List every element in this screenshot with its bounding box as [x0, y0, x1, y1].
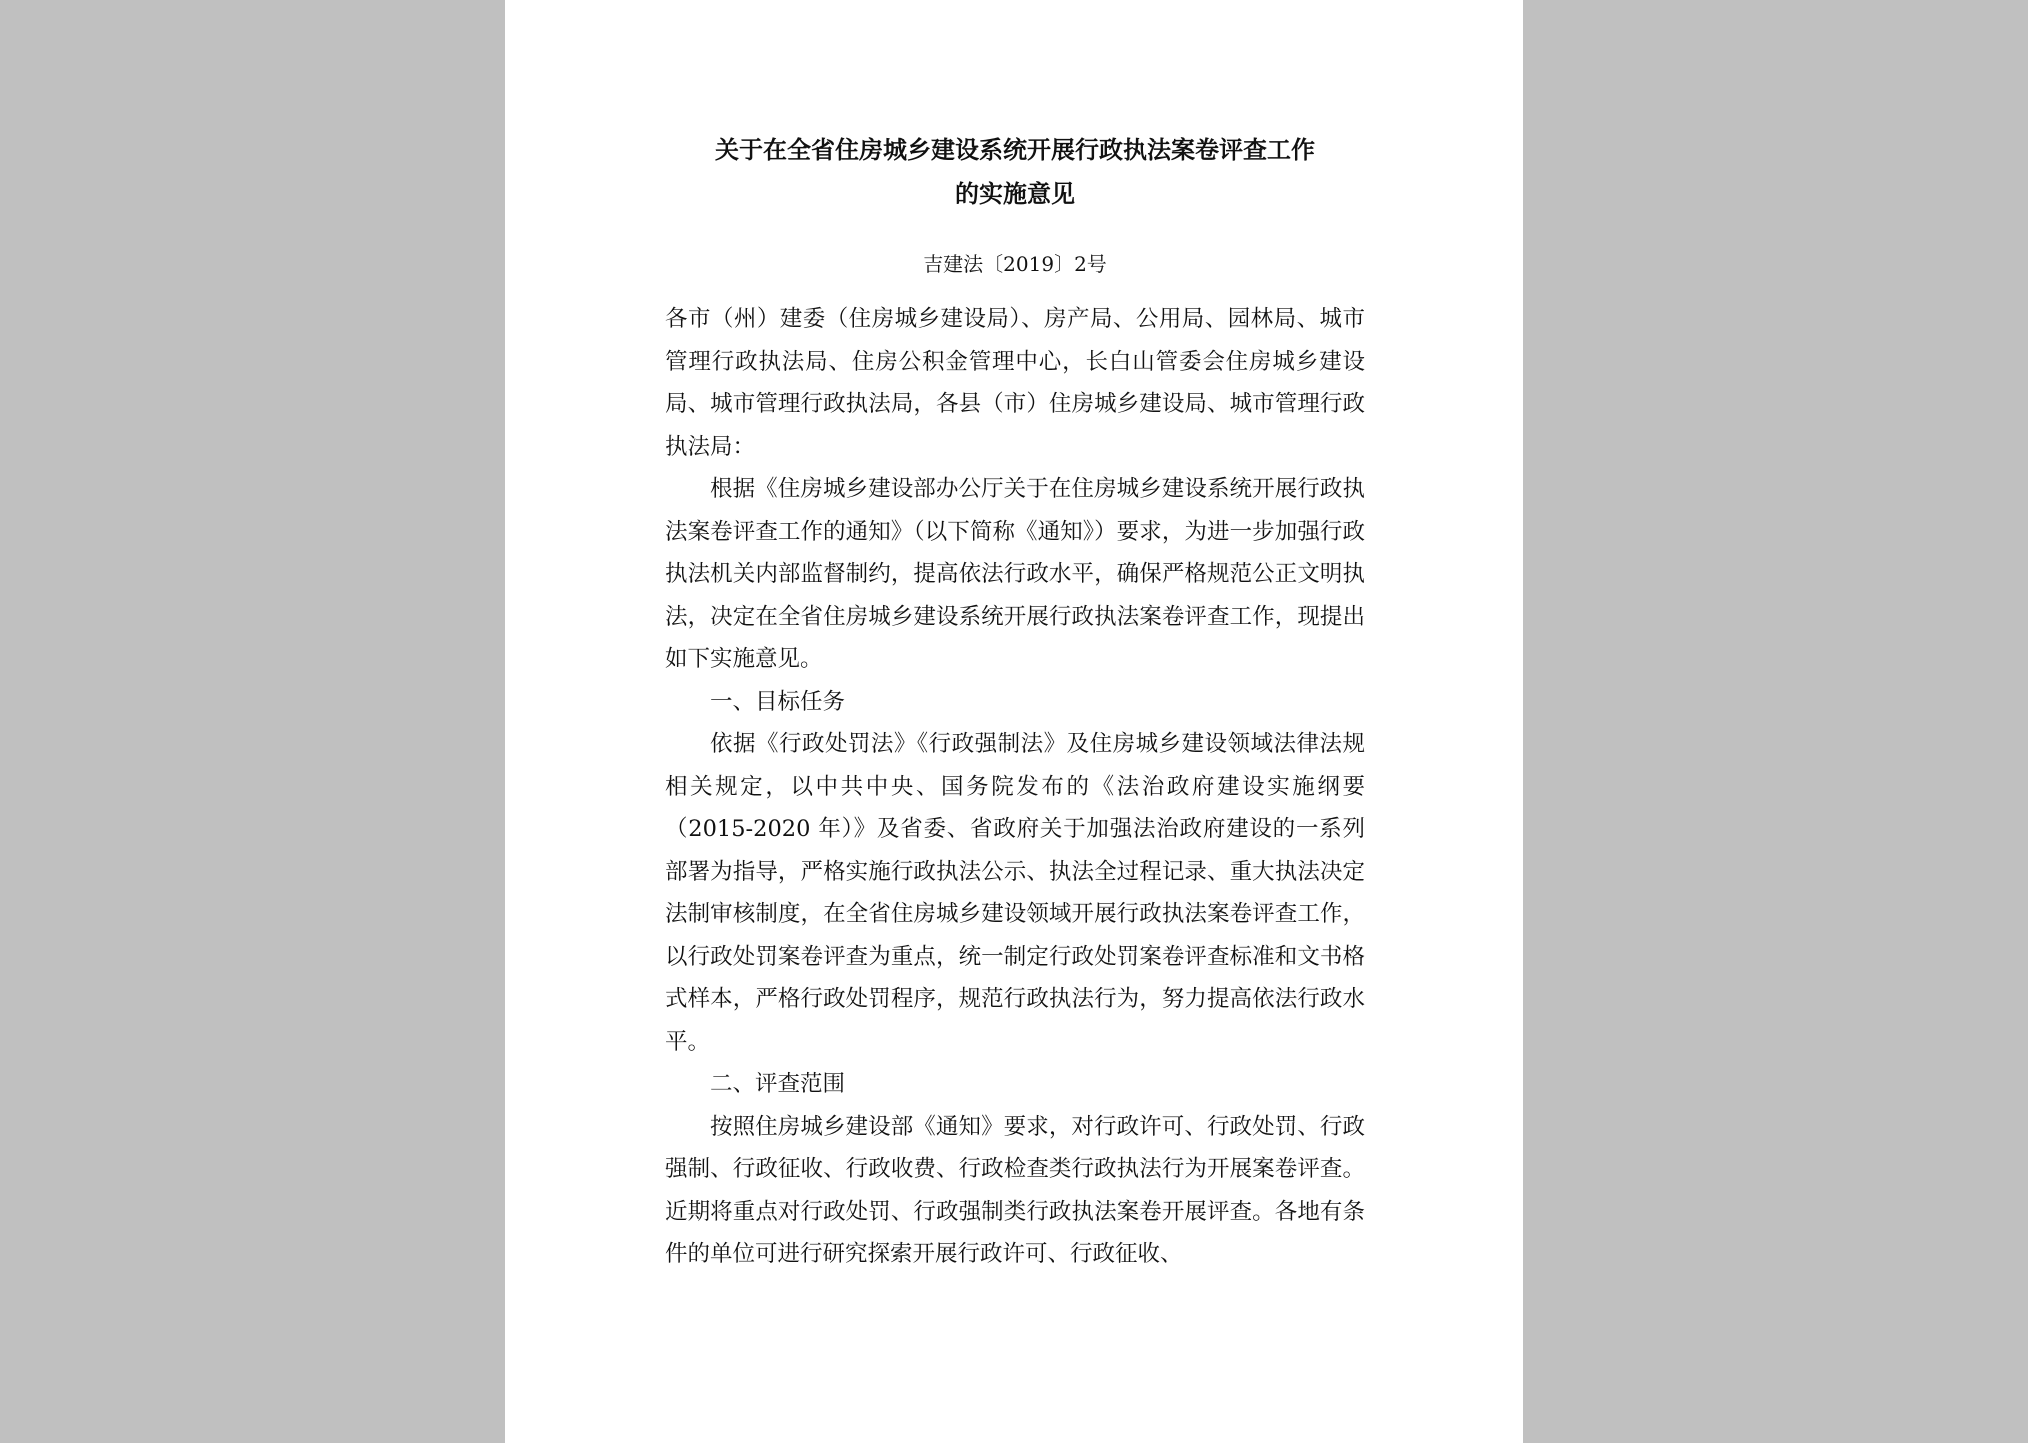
section-1-paragraph: 依据《行政处罚法》《行政强制法》及住房城乡建设领域法律法规相关规定，以中共中央、国务院发布的《法治政府建设实施纲要（2015-2020 年）》及省委、省政府关于加强法治政府建设的一系列部署为指导，严格实施行政执法公示、执法全过程记录、重大执法决定法制审核制度，在全省住房城乡建设领域开展行政执法案卷评查工作，以行政处罚案卷评查为重点，统一制定行政处罚案卷评查标准和文书格式样本，严格行政处罚程序，规范行政执法行为，努力提高依法行政水平。: [665, 731, 1365, 1055]
document-body: [665, 298, 1365, 1276]
document-title: [665, 128, 1365, 216]
document-page: [505, 0, 1523, 1443]
document-content: [665, 128, 1365, 1276]
title-line-2: 的实施意见: [955, 179, 1075, 208]
section-1-heading: 一、目标任务: [710, 688, 846, 715]
title-line-1: 关于在全省住房城乡建设系统开展行政执法案卷评查工作: [715, 135, 1315, 164]
addressees-paragraph: 各市（州）建委（住房城乡建设局）、房产局、公用局、园林局、城市管理行政执法局、住房公积金管理中心，长白山管委会住房城乡建设局、城市管理行政执法局，各县（市）住房城乡建设局、城市管理行政执法局：: [665, 306, 1365, 460]
intro-paragraph: 根据《住房城乡建设部办公厅关于在住房城乡建设系统开展行政执法案卷评查工作的通知》（以下简称《通知》）要求，为进一步加强行政执法机关内部监督制约，提高依法行政水平，确保严格规范公正文明执法，决定在全省住房城乡建设系统开展行政执法案卷评查工作，现提出如下实施意见。: [665, 476, 1365, 672]
section-2-paragraph: 按照住房城乡建设部《通知》要求，对行政许可、行政处罚、行政强制、行政征收、行政收费、行政检查类行政执法行为开展案卷评查。近期将重点对行政处罚、行政强制类行政执法案卷开展评查。各地有条件的单位可进行研究探索开展行政许可、行政征收、: [665, 1113, 1365, 1267]
section-2-heading: 二、评查范围: [710, 1071, 846, 1097]
document-number: 吉建法〔2019〕2号: [923, 252, 1107, 276]
